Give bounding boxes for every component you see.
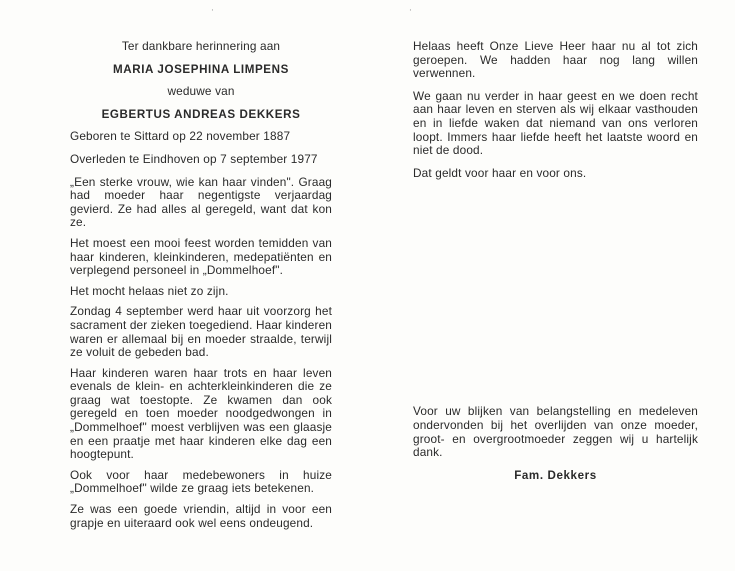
paragraph: Zondag 4 september werd haar uit voorzorg het sacrament der zieken toegediend. Haar kinderen waren er allemaal bij en moeder straalde, terwijl ze voluit de gebeden bad. <box>70 304 332 360</box>
paragraph: Haar kinderen waren haar trots en haar leven evenals de klein- en achterkleinkinderen die ze graag wat toestopte. Ze kwamen dan ook geregeld en toen moeder noodgedwongen in „Dommelhoef" moest verblijven was een glaasje en een praatje met haar kinderen elke dag een hoogtepunt. <box>70 365 332 462</box>
deceased-name: MARIA JOSEPHINA LIMPENS <box>113 62 289 76</box>
corner-mark: · <box>211 6 214 16</box>
paragraph: Ze was een goede vriendin, altijd in voor een grapje en uiteraard ook wel eens ondeugend. <box>70 502 332 530</box>
paragraph: Dat geldt voor haar en voor ons. <box>413 165 587 180</box>
thanks-text: Voor uw blijken van belangstelling en medeleven ondervonden bij het overlijden van onze moeder, groot- en overgrootmoeder zeggen wij u hartelijk dank. <box>413 404 698 460</box>
dedication: Ter dankbare herinnering aan <box>121 39 281 53</box>
widow-of: weduwe van <box>167 84 235 99</box>
husband-name: EGBERTUS ANDREAS DEKKERS <box>101 107 301 121</box>
paragraph: Helaas heeft Onze Lieve Heer haar nu al tot zich geroepen. We hadden haar nog lang willen verwennen. <box>413 39 698 81</box>
paragraph: Het moest een mooi feest worden temidden van haar kinderen, kleinkinderen, medepatiënten en verplegend personeel in „Dommelhoef". <box>70 235 332 278</box>
paragraph: We gaan nu verder in haar geest en we doen recht aan haar leven en sterven als wij elkaar vasthouden en in liefde waken dat niemand van ons verloren loopt. Immers haar liefde heeft het laatste woord en niet de dood. <box>413 88 698 158</box>
birth-line: Geboren te Sittard op 22 november 1887 <box>70 129 291 144</box>
left-column <box>70 40 332 530</box>
paragraph: Ook voor haar medebewoners in huize „Dommelhoef" wilde ze graag iets betekenen. <box>70 467 332 496</box>
signature: Fam. Dekkers <box>514 468 597 482</box>
paragraph: „Een sterke vrouw, wie kan haar vinden". Graag had moeder haar negentigste verjaardag gevierd. Ze had alles al geregeld, want dat kon ze. <box>70 174 332 230</box>
paragraph: Het mocht helaas niet zo zijn. <box>70 283 229 298</box>
right-column <box>413 40 698 482</box>
death-line: Overleden te Eindhoven op 7 september 1977 <box>70 151 318 166</box>
corner-mark: · <box>409 6 412 16</box>
